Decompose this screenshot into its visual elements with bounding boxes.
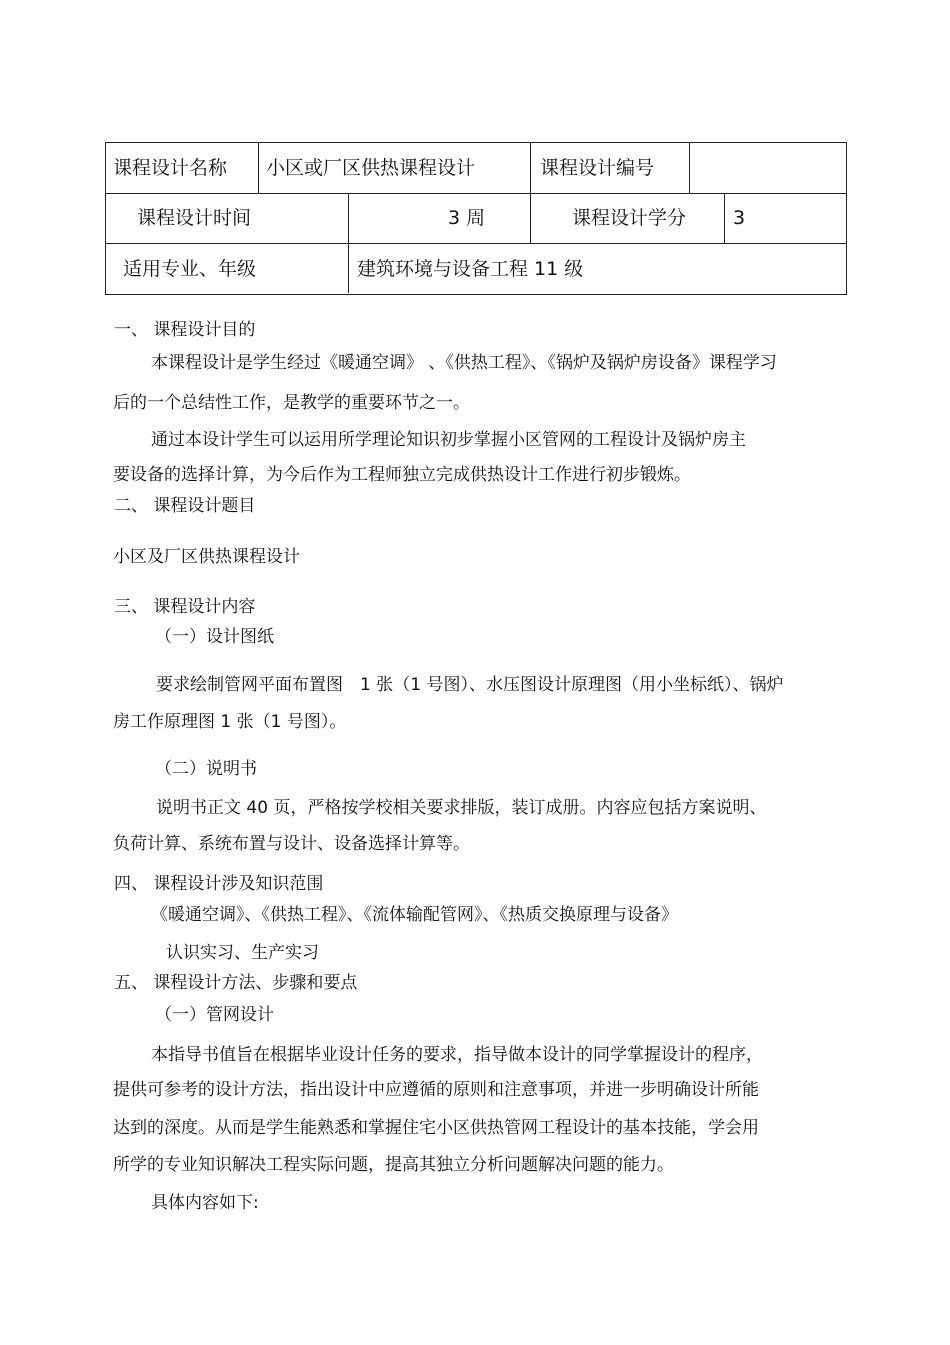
paragraph-line: 《暖通空调》、《供热工程》、《流体输配管网》、《热质交换原理与设备》 — [151, 905, 678, 925]
subsection-heading: （一）管网设计 — [155, 1005, 274, 1025]
table-col-divider — [724, 193, 725, 243]
section-2-heading: 二、 课程设计题目 — [114, 496, 256, 516]
paragraph-line: 要设备的选择计算，为今后作为工程师独立完成供热设计工作进行初步锻炼。 — [113, 465, 691, 485]
paragraph-line: 本课程设计是学生经过《暖通空调》 、《供热工程》、《锅炉及锅炉房设备》课程学习 — [151, 353, 777, 373]
paragraph-line: 后的一个总结性工作，是教学的重要环节之一。 — [113, 393, 470, 413]
table-col-divider — [348, 193, 349, 293]
paragraph-line: 认识实习、生产实习 — [166, 943, 319, 963]
paragraph-line: 所学的专业知识解决工程实际问题，提高其独立分析问题解决问题的能力。 — [113, 1155, 674, 1175]
paragraph-line: 负荷计算、系统布置与设计、设备选择计算等。 — [113, 834, 470, 854]
paragraph-line: 说明书正文 40 页，严格按学校相关要求排版，装订成册。内容应包括方案说明、 — [156, 798, 767, 818]
section-3-heading: 三、 课程设计内容 — [114, 597, 256, 617]
section-5-heading: 五、 课程设计方法、步骤和要点 — [114, 973, 358, 993]
course-time-label: 课程设计时间 — [137, 207, 252, 229]
paragraph-line: 达到的深度。从而是学生能熟悉和掌握住宅小区供热管网工程设计的基本技能，学会用 — [113, 1118, 759, 1138]
table-col-divider — [530, 142, 531, 243]
course-code-label: 课程设计编号 — [540, 157, 655, 179]
paragraph-line: 房工作原理图 1 张（1 号图）。 — [113, 712, 347, 732]
paragraph-line: 要求绘制管网平面布置图 1 张（1 号图）、水压图设计原理图（用小坐标纸）、锅炉 — [156, 675, 784, 695]
major-grade-value: 建筑环境与设备工程 11 级 — [357, 258, 584, 280]
paragraph-line: 提供可参考的设计方法，指出设计中应遵循的原则和注意事项，并进一步明确设计所能 — [113, 1080, 759, 1100]
course-credit-value: 3 — [733, 207, 746, 229]
subsection-heading: （二）说明书 — [155, 759, 257, 779]
paragraph-line: 具体内容如下: — [151, 1193, 259, 1213]
course-name-value: 小区或厂区供热课程设计 — [266, 157, 476, 179]
section-2-text: 小区及厂区供热课程设计 — [113, 547, 300, 567]
subsection-heading: （一）设计图纸 — [155, 627, 274, 647]
course-credit-label: 课程设计学分 — [572, 207, 687, 229]
table-row-divider — [105, 243, 846, 244]
section-1-heading: 一、 课程设计目的 — [114, 320, 256, 340]
paragraph-line: 通过本设计学生可以运用所学理论知识初步掌握小区管网的工程设计及锅炉房主 — [151, 430, 746, 450]
table-col-divider — [689, 142, 690, 193]
table-row-divider — [105, 193, 846, 194]
course-time-value: 3 周 — [448, 207, 486, 229]
course-name-label: 课程设计名称 — [113, 157, 228, 179]
table-col-divider — [258, 142, 259, 193]
section-4-heading: 四、 课程设计涉及知识范围 — [114, 874, 324, 894]
paragraph-line: 本指导书值旨在根据毕业设计任务的要求，指导做本设计的同学掌握设计的程序， — [151, 1045, 763, 1065]
major-grade-label: 适用专业、年级 — [123, 258, 257, 280]
